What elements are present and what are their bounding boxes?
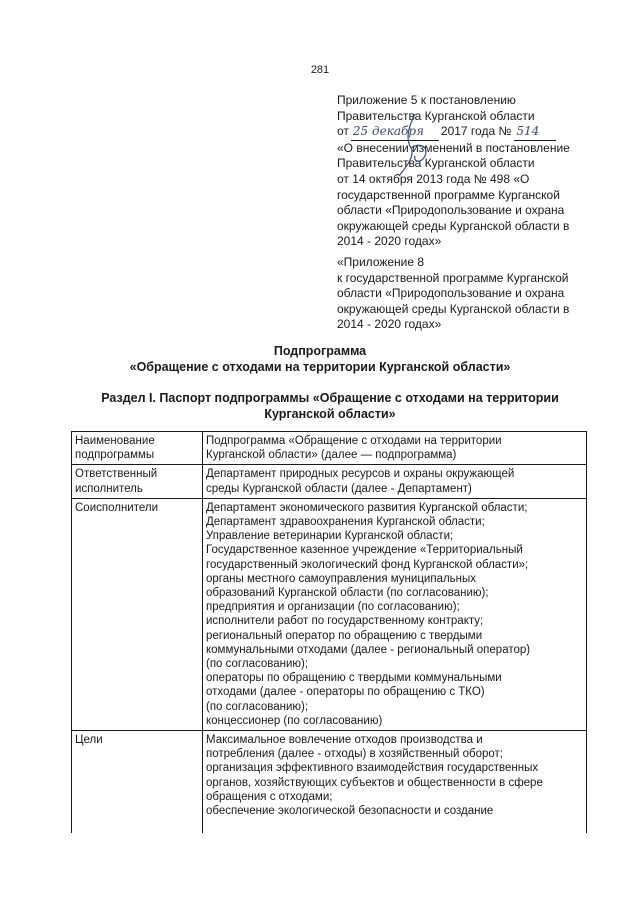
value-line: среды Курганской области (далее - Департамент)	[206, 482, 472, 495]
appendix-5-block	[337, 93, 597, 250]
value-line: Государственное казенное учреждение «Территориальный	[206, 544, 523, 557]
value-line: государственный экологический фонд Курганской области»;	[206, 558, 529, 571]
value-line: потребления (далее - отходы) в хозяйственный оборот;	[206, 748, 503, 761]
row-value	[203, 465, 587, 498]
subprogram-subtitle: «Обращение с отходами на территории Курганской области»	[129, 360, 511, 374]
appendix-8-line: области «Природопользование и охрана	[337, 286, 565, 301]
row-label	[72, 498, 203, 730]
value-line: операторы по обращению с твердыми коммунальными	[206, 672, 502, 685]
appendix-8-block	[337, 255, 597, 333]
value-line: органов, хозяйствующих субъектов и общественности в сфере	[206, 776, 543, 789]
appendix-5-line: 2014 - 2020 годах»	[337, 234, 442, 249]
subprogram-title: Подпрограмма	[273, 344, 367, 358]
value-line: Курганской области» (далее — подпрограмма)	[206, 449, 457, 462]
section-title-line: Раздел I. Паспорт подпрограммы «Обращение с отходами на территории	[101, 391, 559, 405]
value-line: Департамент экономического развития Курганской области;	[206, 501, 528, 514]
value-line: региональный оператор по обращению с твердыми	[206, 629, 483, 642]
value-line: Максимальное вовлечение отходов производства и	[206, 734, 483, 747]
value-line: предприятия и организации (по согласованию);	[206, 601, 460, 614]
value-line: организация эффективного взаимодействия государственных	[206, 762, 539, 775]
row-label	[72, 465, 203, 498]
row-label	[72, 731, 203, 834]
label-line: Наименование	[75, 435, 155, 447]
value-line: Департамент здравоохранения Курганской области;	[206, 516, 485, 529]
date-suffix: 2017 года №	[440, 124, 512, 139]
row-label	[72, 432, 203, 465]
appendix-5-line: от 14 октября 2013 года № 498 «О	[337, 171, 530, 186]
value-line: органы местного самоуправления муниципальных	[206, 572, 477, 585]
handwritten-date: 25 декабря	[351, 124, 439, 141]
handwritten-number: 514	[514, 124, 556, 141]
value-line: коммунальными отходами (далее - региональный оператор)	[206, 643, 531, 656]
value-line: обеспечение экологической безопасности и создание	[206, 805, 494, 818]
label-line: исполнитель	[75, 482, 143, 495]
value-line: (по согласованию);	[206, 700, 309, 713]
label-line: Ответственный	[75, 468, 158, 481]
section-title-line: Курганской области»	[264, 407, 396, 421]
value-line: обращения с отходами;	[206, 790, 333, 803]
appendix-5-line: области «Природопользование и охрана	[337, 203, 565, 218]
value-line: Управление ветеринарии Курганской области;	[206, 530, 454, 543]
signature-icon	[385, 112, 445, 182]
row-value	[203, 432, 587, 465]
appendix-5-line: «О внесении изменений в постановление	[337, 140, 570, 155]
table-row	[72, 498, 587, 730]
appendix-5-line: Приложение 5 к постановлению	[337, 93, 516, 107]
row-value	[203, 731, 587, 834]
appendix-8-line: 2014 - 2020 годах»	[337, 317, 442, 332]
appendix-8-line: «Приложение 8	[337, 255, 425, 269]
value-line: (по согласованию);	[206, 658, 309, 671]
value-line: отходами (далее - операторы по обращению с ТКО)	[206, 686, 485, 699]
value-line: концессионер (по согласованию)	[206, 714, 383, 727]
appendix-5-line: Правительства Курганской области	[337, 108, 535, 123]
subprogram-heading	[0, 343, 640, 375]
value-line: Департамент природных ресурсов и охраны окружающей	[206, 468, 515, 481]
table-row	[72, 731, 587, 834]
appendix-8-line: к государственной программе Курганской	[337, 270, 569, 285]
row-value	[203, 498, 587, 730]
page-number: 281	[310, 64, 330, 76]
table-row	[72, 432, 587, 465]
appendix-5-line: окружающей среды Курганской области в	[337, 218, 570, 233]
appendix-5-line: государственной программе Курганской	[337, 187, 560, 202]
label-line: Цели	[75, 734, 103, 747]
section-heading	[60, 390, 600, 422]
value-line: Подпрограмма «Обращение с отходами на территории	[206, 435, 502, 447]
label-line: Соисполнители	[75, 501, 159, 514]
value-line: образований Курганской области (по согласованию);	[206, 587, 489, 600]
table-row	[72, 465, 587, 498]
value-line: исполнители работ по государственному контракту;	[206, 615, 484, 628]
label-line: подпрограммы	[75, 449, 155, 462]
date-prefix: от	[337, 124, 349, 139]
appendix-8-line: окружающей среды Курганской области в	[337, 301, 570, 316]
appendix-5-date-line	[337, 124, 597, 141]
passport-table	[71, 431, 587, 833]
appendix-5-line: Правительства Курганской области	[337, 156, 535, 171]
